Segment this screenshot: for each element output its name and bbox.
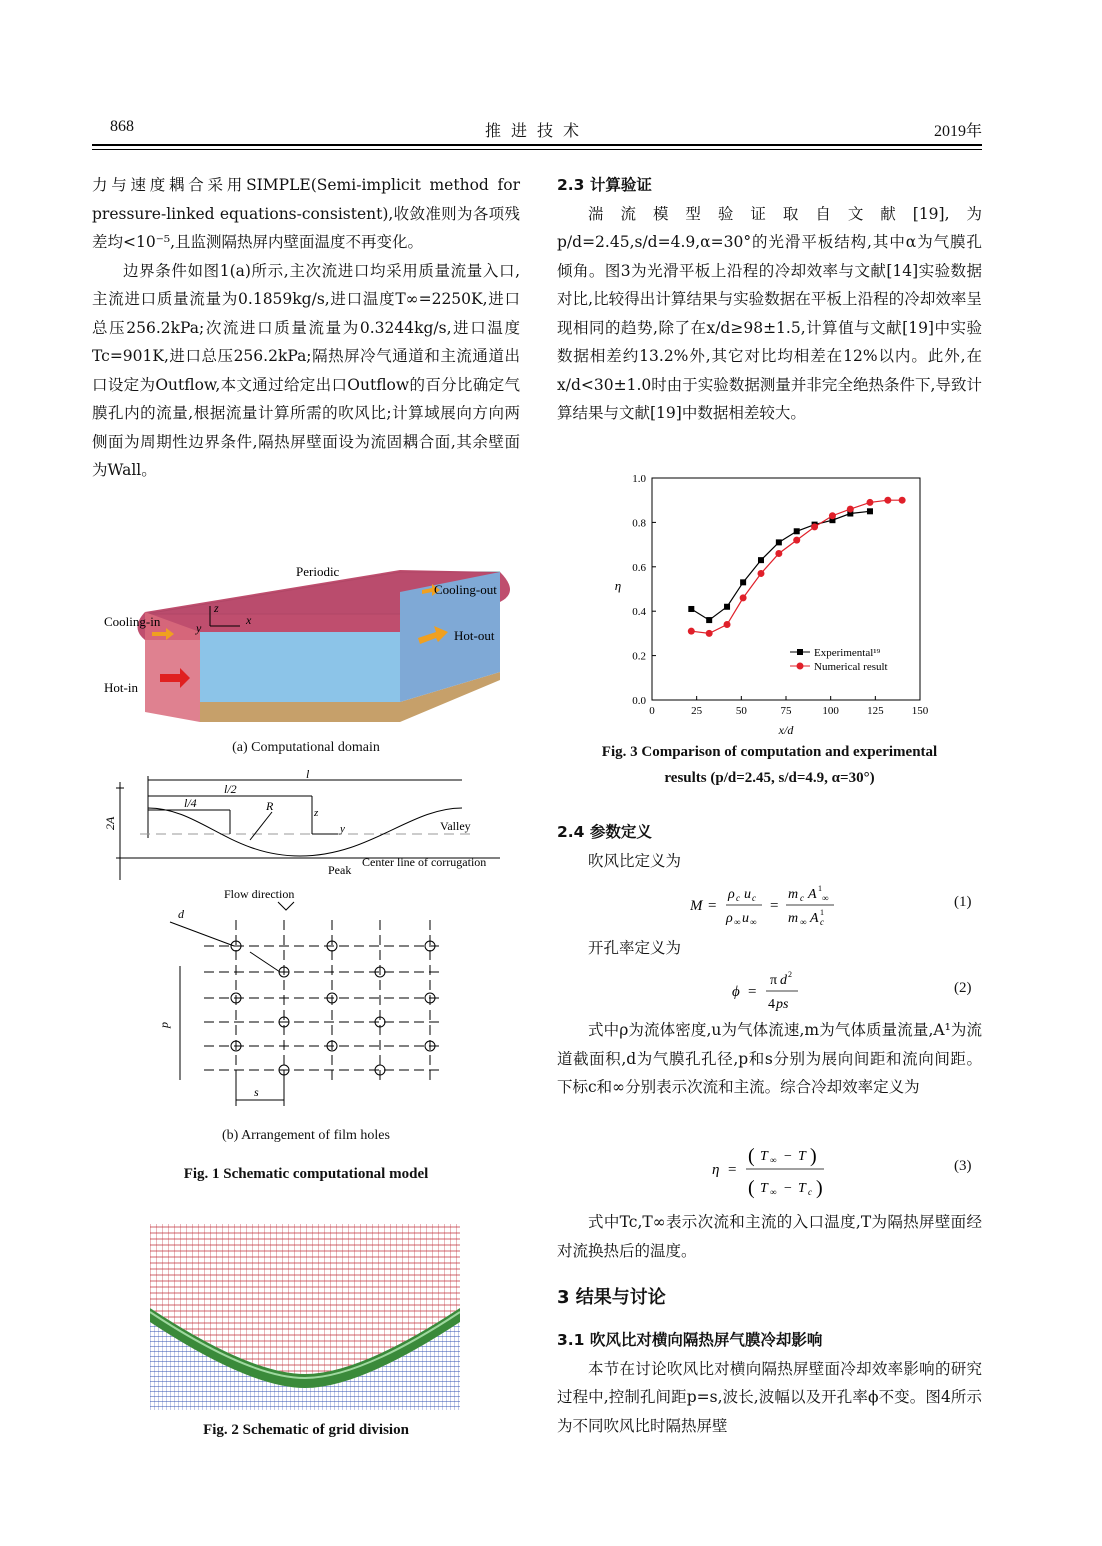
svg-text:ρ: ρ [728, 887, 735, 902]
paragraph: 本节在讨论吹风比对横向隔热屏壁面冷却效率影响的研究过程中,控制孔间距p=s,波长,波幅以及开孔率ϕ不变。图4所示为不同吹风比时隔热屏壁 [557, 1359, 982, 1435]
data-point [724, 604, 730, 610]
amplitude-label: 2A [103, 816, 117, 830]
axis-z-label: z [214, 601, 219, 615]
svg-text:T: T [760, 1181, 768, 1196]
y-tick-label: 0.8 [632, 517, 646, 530]
fig1-caption: Fig. 1 Schematic computational model [183, 1166, 429, 1182]
fig1-wave-geometry [100, 768, 520, 888]
svg-text:T: T [798, 1149, 806, 1164]
equation-1-number: (1) [954, 894, 972, 910]
legend [790, 647, 888, 673]
svg-text:−: − [784, 1181, 792, 1196]
data-point [899, 497, 906, 504]
data-point [724, 621, 731, 628]
section-3-1 [557, 1326, 982, 1440]
periodic-label: Periodic [296, 564, 340, 579]
symbol-definitions [557, 1016, 982, 1102]
data-point [867, 508, 873, 514]
spanwise-pitch-label: p [157, 1022, 171, 1028]
left-column [92, 171, 520, 485]
fig3-chart [598, 468, 938, 740]
svg-text:∞: ∞ [734, 917, 741, 927]
section-title: 2.4 参数定义 [557, 823, 652, 841]
svg-text:ρ: ρ [726, 911, 733, 926]
paragraph: 吹风比定义为 [588, 851, 682, 870]
fig3-caption-line2: results (p/d=2.45, s/d=4.9, α=30°) [664, 770, 875, 786]
data-point [811, 523, 818, 530]
svg-text:η: η [712, 1162, 720, 1178]
flow-direction-label: Flow direction [224, 887, 295, 901]
svg-text:∞: ∞ [800, 917, 807, 927]
data-point [688, 606, 694, 612]
svg-text:T: T [760, 1149, 768, 1164]
equation-2 [732, 964, 822, 1016]
fig1a-domain [100, 562, 520, 732]
fig1b-hole-arrangement [150, 884, 450, 1114]
section-title: 3 结果与讨论 [557, 1287, 666, 1308]
running-header [92, 118, 982, 142]
fig1b-subcaption: (b) Arrangement of film holes [222, 1128, 390, 1143]
x-tick-label: 125 [867, 705, 884, 717]
wavelength-label: l [306, 768, 310, 781]
radius-label: R [266, 799, 274, 813]
svg-text:d: d [780, 973, 787, 988]
svg-text:=: = [748, 984, 757, 1000]
svg-text:m: m [788, 911, 799, 926]
hot-out-label: Hot-out [454, 628, 495, 643]
svg-text:A: A [808, 887, 817, 902]
fig2-grid-image [150, 1224, 460, 1410]
flow-direction-arrow-icon [278, 902, 294, 910]
section-title: 3.1 吹风比对横向隔热屏气膜冷却影响 [557, 1331, 823, 1349]
data-point [829, 512, 836, 519]
y-tick-label: 0.2 [632, 650, 646, 663]
valley-label: Valley [440, 819, 471, 833]
cooling-in-label: Cooling-in [104, 614, 161, 629]
header-rule [92, 144, 982, 146]
x-tick-label: 50 [735, 705, 747, 717]
svg-text:=: = [708, 898, 717, 914]
y-tick-label: 0.4 [632, 606, 646, 619]
svg-text:2: 2 [788, 970, 792, 979]
data-point [758, 557, 764, 563]
svg-text:∞: ∞ [750, 917, 757, 927]
svg-text:): ) [816, 1177, 823, 1199]
legend-label: Numerical result [814, 661, 888, 673]
legend-marker [797, 663, 804, 670]
series-line [691, 511, 870, 620]
svg-text:T: T [798, 1181, 806, 1196]
svg-text:A: A [810, 911, 819, 926]
hot-in-label: Hot-in [104, 680, 138, 695]
legend-label: Experimental¹⁹ [814, 647, 881, 659]
section-title: 2.3 计算验证 [557, 176, 652, 194]
svg-text:u: u [744, 887, 751, 902]
svg-text:ϕ: ϕ [732, 984, 740, 1000]
x-tick-label: 75 [780, 705, 792, 717]
quarter-wavelength-label: l/4 [184, 796, 197, 810]
svg-text:=: = [770, 898, 779, 914]
svg-text:c: c [752, 893, 756, 903]
svg-text:c: c [820, 917, 824, 927]
svg-text:(: ( [748, 1177, 755, 1199]
centerline-label: Center line of corrugation [362, 855, 487, 869]
paragraph: 边界条件如图1(a)所示,主次流进口均采用质量流量入口,主流进口质量流量为0.1859kg/s,进口温度T∞=2250K,进口总压256.2kPa;次流进口质量流量为0.3244kg/s,进口温度Tc=901K,进口总压256.2kPa;隔热屏冷气通道和主流通道出口设定为Outflow,本文通过给定出口Outflow的百分比确定气膜孔内的流量,根据流量计算所需的吹风比;计算域展向方向两侧面为周期性边界条件,隔热屏壁面设为流固耦合面,其余壁面为Wall。 [92, 261, 520, 479]
section-2-3 [557, 171, 982, 428]
x-tick-label: 150 [911, 705, 929, 717]
svg-text:ps: ps [776, 997, 789, 1012]
legend-marker [797, 649, 803, 655]
svg-text:c: c [808, 1187, 812, 1197]
paragraph: 式中Tc,T∞表示次流和主流的入口温度,T为隔热屏壁面经对流换热后的温度。 [557, 1213, 982, 1260]
data-point [740, 594, 747, 601]
x-tick-label: 0 [649, 705, 655, 717]
equation-3-number: (3) [954, 1158, 972, 1174]
half-wavelength-label: l/2 [224, 782, 237, 796]
svg-text:): ) [810, 1145, 817, 1167]
equation-1 [690, 878, 870, 930]
open-ratio-def [557, 934, 982, 963]
svg-text:1: 1 [820, 908, 824, 917]
y-axis-label: η [614, 578, 622, 593]
data-point [866, 499, 873, 506]
data-point [776, 539, 782, 545]
section-2-4-title [557, 818, 982, 875]
svg-text:(: ( [748, 1145, 755, 1167]
cooling-out-label: Cooling-out [434, 582, 497, 597]
svg-text:=: = [728, 1162, 737, 1178]
year: 2019年 [933, 123, 982, 140]
data-point [688, 628, 695, 635]
svg-text:1: 1 [818, 884, 822, 893]
data-point [884, 497, 891, 504]
temp-definitions [557, 1208, 982, 1265]
equation-3 [712, 1138, 842, 1202]
svg-text:∞: ∞ [770, 1187, 777, 1197]
svg-text:c: c [736, 893, 740, 903]
paragraph: 式中ρ为流体密度,u为气体流速,m为气体质量流量,A¹为流道截面积,d为气膜孔孔径,p和s分别为展向间距和流向间距。下标c和∞分别表示次流和主流。综合冷却效率定义为 [557, 1021, 982, 1096]
data-point [706, 617, 712, 623]
paragraph: 开孔率定义为 [588, 939, 682, 957]
y-tick-label: 0.6 [632, 561, 646, 574]
axis-x-label: x [246, 613, 252, 627]
wave-y-label: y [340, 823, 345, 835]
streamwise-pitch-label: s [254, 1085, 259, 1099]
svg-text:−: − [784, 1149, 792, 1164]
data-point [740, 579, 746, 585]
series-line [691, 500, 902, 633]
y-tick-label: 1.0 [632, 473, 646, 485]
svg-text:4: 4 [768, 997, 775, 1012]
data-point [793, 537, 800, 544]
x-axis-label: x/d [778, 723, 794, 737]
data-point [775, 550, 782, 557]
fig3-caption-line1: Fig. 3 Comparison of computation and experimental [601, 744, 938, 760]
svg-text:∞: ∞ [770, 1155, 777, 1165]
x-tick-label: 25 [691, 705, 703, 717]
paragraph: 湍流模型验证取自文献[19],为p/d=2.45,s/d=4.9,α=30°的光滑平板结构,其中α为气膜孔倾角。图3为光滑平板上沿程的冷却效率与文献[14]实验数据对比,比较得出计算结果与实验数据在平板上沿程的冷却效率呈现相同的趋势,除了在x/d≥98±1.5,计算值与文献[19]中实验数据相差约13.2%外,其它对比均相差在12%以内。此外,在x/d<30±1.0时由于实验数据测量并非完全绝热条件下,导致计算结果与文献[19]中数据相差较大。 [557, 204, 982, 422]
svg-text:∞: ∞ [822, 893, 829, 903]
header-rule-thin [92, 149, 982, 150]
svg-text:m: m [788, 887, 799, 902]
svg-text:π: π [770, 973, 778, 988]
fig1a-subcaption: (a) Computational domain [232, 740, 380, 755]
page-number: 868 [110, 118, 134, 135]
peak-label: Peak [328, 863, 352, 877]
paragraph: 力与速度耦合采用SIMPLE(Semi-implicit method for pressure-linked equations-consistent),收敛准则为各项残差均<10⁻⁵,且监测隔热屏内壁面温度不再变化。 [92, 176, 520, 251]
axis-y-label: y [196, 621, 202, 635]
diameter-label: d [178, 907, 184, 921]
svg-text:u: u [742, 911, 749, 926]
data-point [706, 630, 713, 637]
journal-name: 推进技术 [484, 121, 589, 140]
svg-text:M: M [690, 898, 703, 914]
data-point [847, 506, 854, 513]
svg-text:c: c [800, 893, 804, 903]
y-tick-label: 0.0 [632, 695, 646, 707]
data-point [757, 570, 764, 577]
section-3-title [557, 1284, 982, 1313]
fig2-caption: Fig. 2 Schematic of grid division [203, 1422, 409, 1438]
data-point [794, 528, 800, 534]
wave-z-label: z [314, 807, 319, 819]
equation-2-number: (2) [954, 980, 972, 996]
x-tick-label: 100 [822, 705, 839, 717]
